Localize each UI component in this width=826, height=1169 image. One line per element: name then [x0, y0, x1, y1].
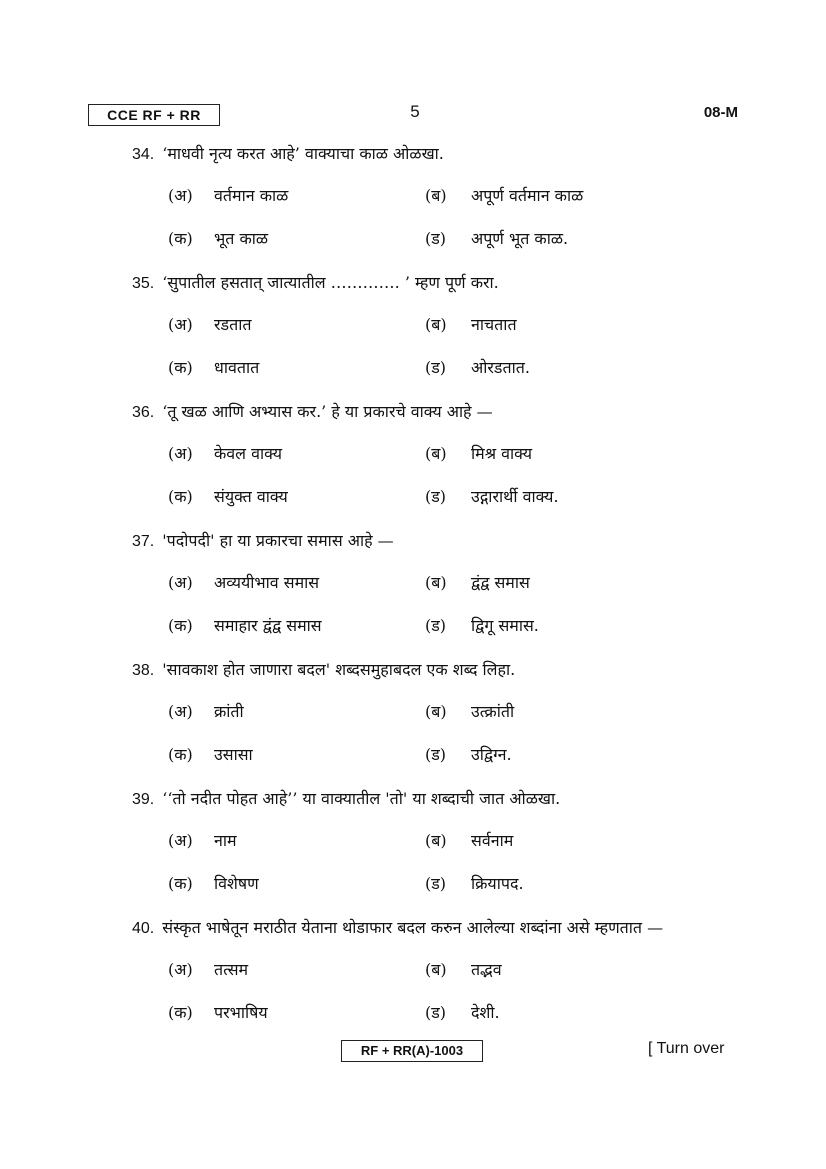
option — [168, 830, 237, 852]
option-label: (अ) — [168, 315, 193, 334]
footer-code-box: RF + RR(A)-1003 — [341, 1040, 483, 1062]
option-label: (ब) — [425, 315, 447, 334]
series-code-box: CCE RF + RR — [88, 104, 220, 126]
option-label: (क) — [168, 229, 193, 248]
option-label: (क) — [168, 358, 193, 377]
option-label: (ब) — [425, 960, 447, 979]
option-label: (क) — [168, 745, 193, 764]
option — [168, 572, 319, 594]
option-text: धावतात — [214, 358, 260, 377]
option — [425, 830, 513, 852]
option — [425, 744, 512, 766]
option — [168, 1002, 268, 1024]
option — [425, 357, 530, 379]
question-number: 35. — [132, 275, 155, 292]
option — [425, 314, 517, 336]
option — [425, 572, 530, 594]
option-text: अपूर्ण वर्तमान काळ — [471, 186, 584, 205]
option-label: (अ) — [168, 573, 193, 592]
question-number: 36. — [132, 404, 155, 421]
option-text: नाचतात — [471, 315, 517, 334]
question-text: ‘तू खळ आणि अभ्यास कर.’ हे या प्रकारचे वाक्य आहे — — [162, 402, 493, 421]
option-text: क्रियापद. — [471, 874, 524, 893]
option — [168, 701, 244, 723]
question-text: ‘‘तो नदीत पोहत आहे’’ या वाक्यातील 'तो' या शब्दाची जात ओळखा. — [162, 789, 561, 808]
option-label: (क) — [168, 616, 193, 635]
option-text: द्विगू समास. — [471, 616, 539, 635]
question-number: 38. — [132, 662, 155, 679]
question — [132, 272, 499, 295]
option-text: अव्ययीभाव समास — [214, 573, 320, 592]
question-text: 'सावकाश होत जाणारा बदल' शब्दसमुहाबदल एक शब्द लिहा. — [162, 660, 516, 679]
option-label: (ड) — [425, 874, 447, 893]
option-text: रडतात — [214, 315, 252, 334]
page-number: 5 — [410, 102, 420, 121]
question-number: 37. — [132, 533, 155, 550]
option — [168, 873, 259, 895]
question — [132, 401, 493, 424]
option-text: तत्सम — [214, 960, 249, 979]
question — [132, 530, 394, 553]
option-label: (क) — [168, 1003, 193, 1022]
option — [168, 314, 252, 336]
option-text: सर्वनाम — [471, 831, 514, 850]
option-text: विशेषण — [214, 874, 259, 893]
question-number: 39. — [132, 791, 155, 808]
option — [425, 443, 532, 465]
option-text: द्वंद्व समास — [471, 573, 530, 592]
option — [168, 185, 288, 207]
question — [132, 788, 560, 811]
option-text: देशी. — [471, 1003, 500, 1022]
option-label: (ब) — [425, 573, 447, 592]
question-number: 40. — [132, 920, 155, 937]
question — [132, 143, 444, 166]
option-label: (ड) — [425, 745, 447, 764]
option-label: (ब) — [425, 186, 447, 205]
turn-over-label: [ Turn over — [648, 1040, 725, 1057]
option-label: (ड) — [425, 229, 447, 248]
question-text: संस्कृत भाषेतून मराठीत येताना थोडाफार बदल करुन आलेल्या शब्दांना असे म्हणतात — — [162, 918, 664, 937]
question-number: 34. — [132, 146, 155, 163]
option-text: परभाषिय — [214, 1003, 268, 1022]
option — [425, 1002, 500, 1024]
option — [425, 185, 583, 207]
paper-code: 08-M — [703, 104, 738, 121]
option-text: उद्विग्न. — [471, 745, 512, 764]
option-text: संयुक्त वाक्य — [214, 487, 288, 506]
option — [425, 959, 502, 981]
option-text: नाम — [214, 831, 237, 850]
option-label: (अ) — [168, 444, 193, 463]
question — [132, 917, 663, 940]
option — [168, 443, 282, 465]
option-text: उसासा — [214, 745, 253, 764]
option — [168, 357, 259, 379]
question-text: ‘माधवी नृत्य करत आहे’ वाक्याचा काळ ओळखा. — [162, 144, 444, 163]
option-label: (ड) — [425, 487, 447, 506]
option-text: मिश्र वाक्य — [471, 444, 533, 463]
option-text: तद्भव — [471, 960, 502, 979]
option — [425, 486, 559, 508]
option-label: (ड) — [425, 616, 447, 635]
option-label: (ड) — [425, 358, 447, 377]
question-text: 'पदोपदी' हा या प्रकारचा समास आहे — — [162, 531, 394, 550]
option-text: क्रांती — [214, 702, 244, 721]
option-text: ओरडतात. — [471, 358, 530, 377]
option-label: (ब) — [425, 831, 447, 850]
option — [425, 701, 514, 723]
option-text: वर्तमान काळ — [214, 186, 289, 205]
option-label: (ड) — [425, 1003, 447, 1022]
option — [168, 486, 288, 508]
option — [168, 228, 268, 250]
option — [425, 615, 539, 637]
option-text: अपूर्ण भूत काळ. — [471, 229, 569, 248]
option-label: (अ) — [168, 960, 193, 979]
question — [132, 659, 515, 682]
option — [425, 873, 524, 895]
option-label: (क) — [168, 874, 193, 893]
option-label: (अ) — [168, 831, 193, 850]
option-text: भूत काळ — [214, 229, 269, 248]
option-label: (अ) — [168, 702, 193, 721]
option — [168, 615, 322, 637]
option-text: उत्क्रांती — [471, 702, 515, 721]
option-text: समाहार द्वंद्व समास — [214, 616, 322, 635]
option-label: (ब) — [425, 444, 447, 463]
option — [168, 744, 253, 766]
option-text: केवल वाक्य — [214, 444, 282, 463]
option-label: (क) — [168, 487, 193, 506]
option — [425, 228, 568, 250]
option-text: उद्गारार्थी वाक्य. — [471, 487, 559, 506]
question-text: ‘सुपातील हसतात् जात्यातील …………. ’ म्हण पूर्ण करा. — [162, 273, 499, 292]
option-label: (ब) — [425, 702, 447, 721]
option-label: (अ) — [168, 186, 193, 205]
option — [168, 959, 248, 981]
